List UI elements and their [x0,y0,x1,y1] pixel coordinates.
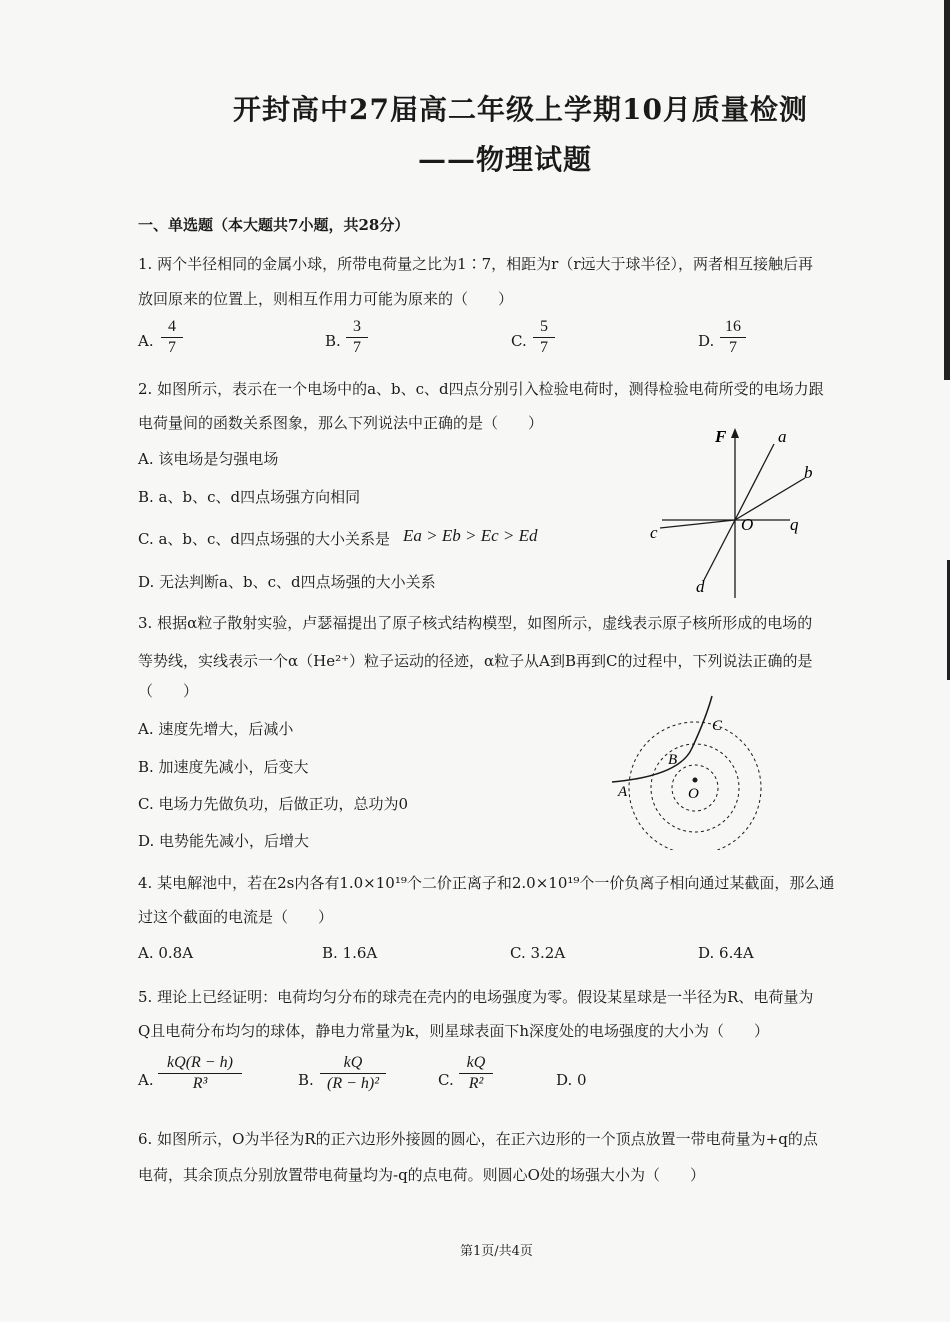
q5-option-b-label: B. [298,1071,314,1089]
q1-line1: 1. 两个半径相同的金属小球，所带电荷量之比为1∶7，相距为r（r远大于球半径），两者相互接触后再 [138,255,814,273]
q4-line2: 过这个截面的电流是（ ） [138,908,334,926]
q2-line1: 2. 如图所示，表示在一个电场中的a、b、c、d四点分别引入检验电荷时，测得检验电荷所受的电场力跟 [138,380,824,398]
origin-label: O [741,515,754,534]
q6-line2: 电荷，其余顶点分别放置带电荷量均为-q的点电荷。则圆心O处的场强大小为（ ） [138,1166,705,1184]
q2-option-a: A. 该电场是匀强电场 [138,450,279,468]
point-c-label: C [712,718,723,734]
q1-option-d-label: D. [698,332,715,350]
q3-line2: 等势线，实线表示一个α（He²⁺）粒子运动的径迹，α粒子从A到B再到C的过程中，下列说法正确的是 [138,652,813,670]
q4-line1: 4. 某电解池中，若在2s内各有1.0×10¹⁹个二价正离子和2.0×10¹⁹个一价负离子相向通过某截面，那么通 [138,874,835,892]
q5-line2: Q且电荷分布均匀的球体，静电力常量为k，则星球表面下h深度处的电场强度的大小为（ ） [138,1022,770,1040]
q5-line1: 5. 理论上已经证明：电荷均匀分布的球壳在壳内的电场强度为零。假设某星球是一半径为R、电荷量为 [138,988,814,1006]
q2-force-charge-graph [640,420,820,600]
q3-line3: （ ） [138,682,199,700]
line-c-label: c [650,523,658,542]
line-a-label: a [778,427,787,446]
q1-option-c-fraction [533,318,555,357]
q5-option-a-label: A. [138,1071,154,1089]
frac-den: R² [468,1075,484,1092]
frac-num: 4 [168,318,176,335]
q5-option-d: D. 0 [556,1071,587,1089]
q3-option-c: C. 电场力先做负功，后做正功，总功为0 [138,795,409,813]
q1-option-b-label: B. [325,332,341,350]
line-d-label: d [696,577,705,596]
exam-title: 开封高中27届高二年级上学期10月质量检测 [233,93,808,126]
section-heading: 一、单选题（本大题共7小题，共28分） [138,216,410,234]
q5-option-c-fraction [459,1054,493,1093]
q2-option-c-relation: Ea > Eb > Ec > Ed [403,526,538,545]
q4-option-a: A. 0.8A [138,944,194,962]
q2-option-b: B. a、b、c、d四点场强方向相同 [138,488,361,506]
frac-den: R³ [192,1075,208,1092]
frac-num: kQ [343,1054,363,1071]
q1-option-a-label: A. [138,332,154,350]
frac-num: 5 [540,318,548,335]
q3-alpha-scattering-figure [610,690,790,850]
q1-option-a-fraction [161,318,183,357]
q3-line1: 3. 根据α粒子散射实验，卢瑟福提出了原子核式结构模型，如图所示，虚线表示原子核所形成的电场的 [138,614,813,632]
q1-option-b-fraction [346,318,368,357]
point-b-label: B [668,752,678,768]
q4-option-b: B. 1.6A [322,944,378,962]
q1-option-c-label: C. [511,332,527,350]
frac-num: 16 [725,318,741,335]
frac-den: (R − h)² [326,1075,380,1092]
q5-option-a-fraction [158,1054,242,1093]
line-b-label: b [804,463,813,482]
exam-subtitle: ——物理试题 [418,143,593,176]
q2-option-d: D. 无法判断a、b、c、d四点场强的大小关系 [138,573,436,591]
q3-option-b: B. 加速度先减小，后变大 [138,758,309,776]
q5-option-b-fraction [320,1054,386,1093]
frac-num: kQ [466,1054,486,1071]
q5-option-c-label: C. [438,1071,454,1089]
frac-num: kQ(R − h) [167,1054,233,1071]
page-footer: 第1页/共4页 [460,1244,533,1259]
frac-den: 7 [353,339,361,356]
frac-den: 7 [540,339,548,356]
q3-option-a: A. 速度先增大，后减小 [138,720,294,738]
frac-den: 7 [729,339,737,356]
q4-option-c: C. 3.2A [510,944,566,962]
q1-option-d-fraction [720,318,746,357]
scan-edge-mark [944,0,950,380]
point-a-label: A [618,784,628,800]
nucleus-label: O [688,786,699,802]
axis-f-label: F [715,427,727,446]
q1-line2: 放回原来的位置上，则相互作用力可能为原来的（ ） [138,290,514,308]
q4-option-d: D. 6.4A [698,944,754,962]
frac-num: 3 [353,318,361,335]
q2-option-c: C. a、b、c、d四点场强的大小关系是 [138,530,391,548]
axis-q-label: q [790,515,799,534]
q2-line2: 电荷量间的函数关系图象，那么下列说法中正确的是（ ） [138,414,544,432]
q6-line1: 6. 如图所示，O为半径为R的正六边形外接圆的圆心，在正六边形的一个顶点放置一带电荷量为+q的点 [138,1130,818,1148]
frac-den: 7 [168,339,176,356]
q3-option-d: D. 电势能先减小，后增大 [138,832,310,850]
